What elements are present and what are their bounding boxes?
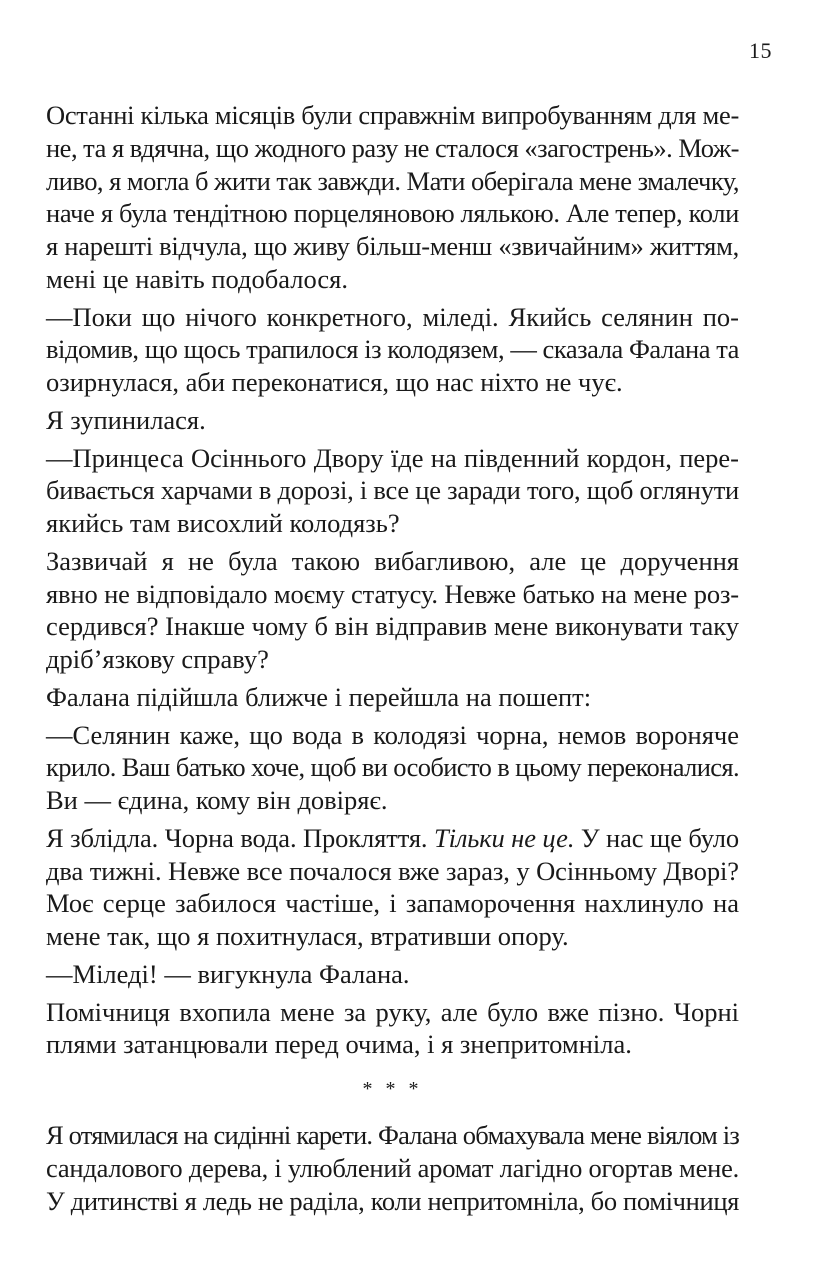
italic-text: Тільки не це.	[433, 822, 575, 853]
text-line	[46, 822, 739, 855]
text-line: якийсь там висохлий колодязь?	[46, 508, 400, 538]
text-line: сандалового дерева, і улюблений аромат лагідно огортав мене.	[46, 1152, 739, 1183]
text-line: —Селянин каже, що вода в колодязі чорна, немов вороняче	[46, 719, 739, 750]
text-line: бивається харчами в дорозі, і все це заради того, щоб оглянути	[46, 475, 739, 506]
page-number: 15	[749, 38, 772, 63]
text-line: дріб’язкову справу?	[46, 644, 269, 674]
text-line: Фалана підійшла ближче і перейшла на пошепт:	[46, 681, 592, 712]
text-line: не, та я вдячна, що жодного разу не сталося «загострень». Мож-	[46, 132, 739, 163]
text-line: сердився? Інакше чому б він відправив мене виконувати таку	[46, 611, 739, 642]
section-separator: * * *	[362, 1078, 423, 1100]
body-text	[46, 99, 739, 1217]
text-line: мене так, що я похитнулася, втративши опору.	[46, 921, 569, 951]
text-line: Я зупинилася.	[46, 404, 206, 435]
text-line: два тижні. Невже все почалося вже зараз, у Осінньому Дворі?	[46, 855, 739, 886]
text-line: я нарешті відчула, що живу більш-менш «звичайним» життям,	[46, 231, 739, 261]
text-line: Зазвичай я не була такою вибагливою, але це доручення	[46, 545, 739, 576]
text-line: крило. Ваш батько хоче, щоб ви особисто в цьому переконалися.	[46, 752, 739, 783]
text-line: явно не відповідало моєму статусу. Невже батько на мене роз-	[46, 578, 739, 609]
text-line: Моє серце забилося частіше, і запаморочення нахлинуло на	[46, 888, 739, 919]
text-line: —Поки що нічого конкретного, міледі. Якийсь селянин по-	[46, 301, 739, 332]
text-line: відомив, що щось трапилося із колодязем, — сказала Фалана та	[46, 334, 739, 365]
text-line: озирнулася, аби переконатися, що нас ніхто не чує.	[46, 367, 623, 397]
text-line: Останні кілька місяців були справжнім випробуванням для ме-	[46, 100, 739, 130]
text-segment: У нас ще було	[580, 822, 739, 853]
text-line: Помічниця вхопила мене за руку, але було вже пізно. Чорні	[46, 996, 739, 1027]
text-line: Ви — єдина, кому він довіряє.	[46, 785, 388, 815]
text-line: наче я була тендітною порцеляновою лялькою. Але тепер, коли	[46, 198, 739, 229]
text-line: У дитинстві я ледь не раділа, коли непритомніла, бо помічниця	[46, 1185, 739, 1216]
text-line: ливо, я могла б жити так завжди. Мати оберігала мене змалечку,	[46, 165, 739, 196]
text-line: Я отямилася на сидінні карети. Фалана обмахувала мене віялом із	[46, 1120, 739, 1150]
text-line: —Принцеса Осіннього Двору їде на південний кордон, пере-	[46, 442, 739, 473]
text-line: —Міледі! — вигукнула Фалана.	[46, 958, 410, 989]
text-segment: Я зблідла. Чорна вода. Прокляття.	[46, 822, 428, 853]
text-line: плями затанцювали перед очима, і я знепритомніла.	[46, 1029, 632, 1060]
text-line: мені це навіть подобалося.	[46, 263, 348, 294]
